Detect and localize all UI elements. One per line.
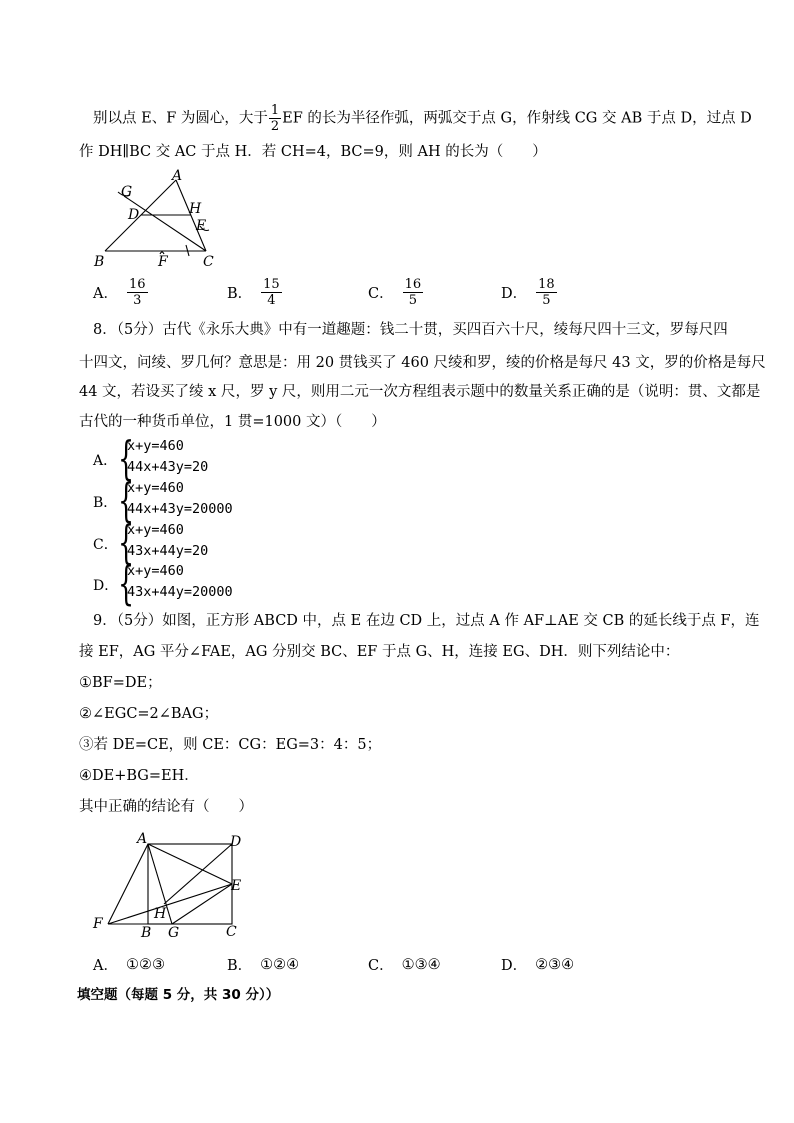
q8-line3: 44 文，若设买了绫 x 尺，罗 y 尺，则用二元一次方程组表示题中的数量关系正确的是（说明：贯、文都是	[79, 384, 761, 400]
q9-option-c-text: ①③④	[401, 956, 441, 973]
q8-option-d-brace: {	[118, 556, 135, 610]
q9-label-A: A	[137, 831, 148, 847]
q7-label-H: H	[189, 201, 202, 217]
q8-option-a-brace: {	[118, 431, 135, 485]
q7-option-a-num: 16	[128, 277, 146, 292]
q7-triangle-figure	[88, 168, 228, 270]
q7-label-E: E	[196, 218, 207, 234]
q8-option-d-eq2: 43x+44y=20000	[127, 584, 233, 600]
q9-label-G: G	[168, 925, 180, 940]
q7-line2: 作 DH∥BC 交 AC 于点 H．若 CH=4，BC=9，则 AH 的长为（ ）	[79, 144, 547, 160]
q7-option-a-frac	[127, 277, 148, 308]
q7-label-D: D	[128, 207, 140, 223]
q9-option-c[interactable]	[368, 954, 441, 975]
q7-option-b-num: 15	[263, 277, 280, 292]
q8-option-b-eq1: x+y=460	[127, 480, 184, 496]
q9-label-B: B	[141, 925, 152, 940]
q7-label-G: G	[121, 184, 133, 200]
q7-option-b-frac	[261, 277, 282, 308]
q7-option-c-num: 16	[404, 277, 422, 292]
q8-option-b-brace: {	[118, 473, 135, 527]
q7-label-C: C	[203, 254, 214, 270]
q7-option-a-den: 3	[133, 293, 142, 308]
q8-option-a-eq2: 44x+43y=20	[127, 459, 209, 475]
q8-line2: 十四文，问绫、罗几何？意思是：用 20 贯钱买了 460 尺绫和罗，绫的价格是每尺 43 文，罗的价格是每尺	[79, 355, 766, 371]
q7-line1-b: EF 的长为半径作弧，两弧交于点 G，作射线 CG 交 AB 于点 D，过点 D	[282, 110, 752, 127]
q9-option-b-label: B．	[227, 958, 253, 974]
q9-label-F: F	[93, 916, 103, 932]
q9-option-a-label: A．	[93, 958, 118, 974]
q9-option-a[interactable]	[93, 954, 165, 975]
q7-label-A: A	[172, 168, 183, 184]
q8-option-d-label: D．	[93, 578, 119, 594]
q7-label-B: B	[94, 254, 105, 270]
q9-question: 其中正确的结论有（ ）	[79, 799, 253, 815]
q9-option-d-label: D．	[501, 958, 528, 974]
section-title-fill-blank: 填空题（每题 5 分，共 30 分））	[77, 987, 280, 1003]
q9-label-E: E	[231, 878, 242, 894]
q7-option-a[interactable]	[93, 277, 149, 308]
q8-option-c-label: C．	[93, 537, 118, 553]
q7-frac-num: 1	[270, 103, 280, 118]
q8-line1: 8．（5分）古代《永乐大典》中有一道趣题：钱二十贯，买四百六十尺，绫每尺四十三文，罗每尺四	[93, 322, 728, 338]
q7-option-c-den: 5	[408, 293, 418, 308]
q8-line4: 古代的一种货币单位，1 贯=1000 文）（ ）	[79, 414, 386, 430]
q7-option-b-den: 4	[267, 293, 276, 308]
q9-label-D: D	[230, 834, 242, 850]
q9-option-b[interactable]	[227, 954, 299, 975]
q9-label-H: H	[154, 906, 167, 922]
q9-option-c-label: C．	[368, 958, 394, 974]
q9-option-b-text: ①②④	[260, 956, 300, 973]
q9-label-C: C	[226, 924, 237, 940]
q9-square-figure	[88, 828, 258, 940]
q8-option-a-eq1: x+y=460	[127, 438, 184, 454]
q7-option-a-label: A．	[93, 286, 118, 302]
q9-statement-1: ①BF=DE；	[79, 675, 162, 691]
q7-option-b[interactable]	[227, 277, 283, 308]
q7-line1	[93, 103, 752, 134]
q7-fraction	[269, 103, 281, 134]
q7-option-c[interactable]	[368, 277, 424, 308]
q9-statement-2: ②∠EGC=2∠BAG；	[79, 706, 219, 722]
q7-option-d[interactable]	[501, 277, 558, 308]
q7-option-c-frac	[403, 277, 424, 308]
q7-option-d-den: 5	[542, 293, 551, 308]
q7-option-d-num: 18	[538, 277, 555, 292]
q8-option-a-label: A．	[93, 453, 118, 469]
q8-option-d-eq1: x+y=460	[127, 563, 184, 579]
q8-option-b-label: B．	[93, 495, 118, 511]
q7-frac-den: 2	[270, 119, 280, 134]
q8-option-b-eq2: 44x+43y=20000	[127, 501, 233, 517]
q7-option-c-label: C．	[368, 286, 394, 302]
q7-label-F: F	[158, 254, 168, 270]
q9-option-d-text: ②③④	[535, 956, 575, 973]
q7-option-b-label: B．	[227, 286, 253, 302]
q9-statement-3: ③若 DE=CE，则 CE：CG：EG=3：4：5；	[79, 737, 382, 753]
q9-option-d[interactable]	[501, 954, 574, 975]
q8-option-c-brace: {	[118, 515, 135, 569]
q9-line2: 接 EF，AG 平分∠FAE，AG 分别交 BC、EF 于点 G、H，连接 EG、DH．则下列结论中：	[79, 644, 680, 660]
q7-option-d-label: D．	[501, 286, 528, 302]
q8-option-c-eq1: x+y=460	[127, 522, 184, 538]
q8-option-c-eq2: 43x+44y=20	[127, 543, 209, 559]
q9-option-a-text: ①②③	[125, 956, 165, 973]
q9-line1: 9．（5分）如图，正方形 ABCD 中，点 E 在边 CD 上，过点 A 作 AF⊥AE 交 CB 的延长线于点 F，连	[93, 613, 760, 629]
q7-option-d-frac	[536, 277, 557, 308]
q9-statement-4: ④DE+BG=EH．	[79, 768, 199, 784]
q7-line1-a: 别以点 E、F 为圆心，大于	[93, 110, 268, 127]
